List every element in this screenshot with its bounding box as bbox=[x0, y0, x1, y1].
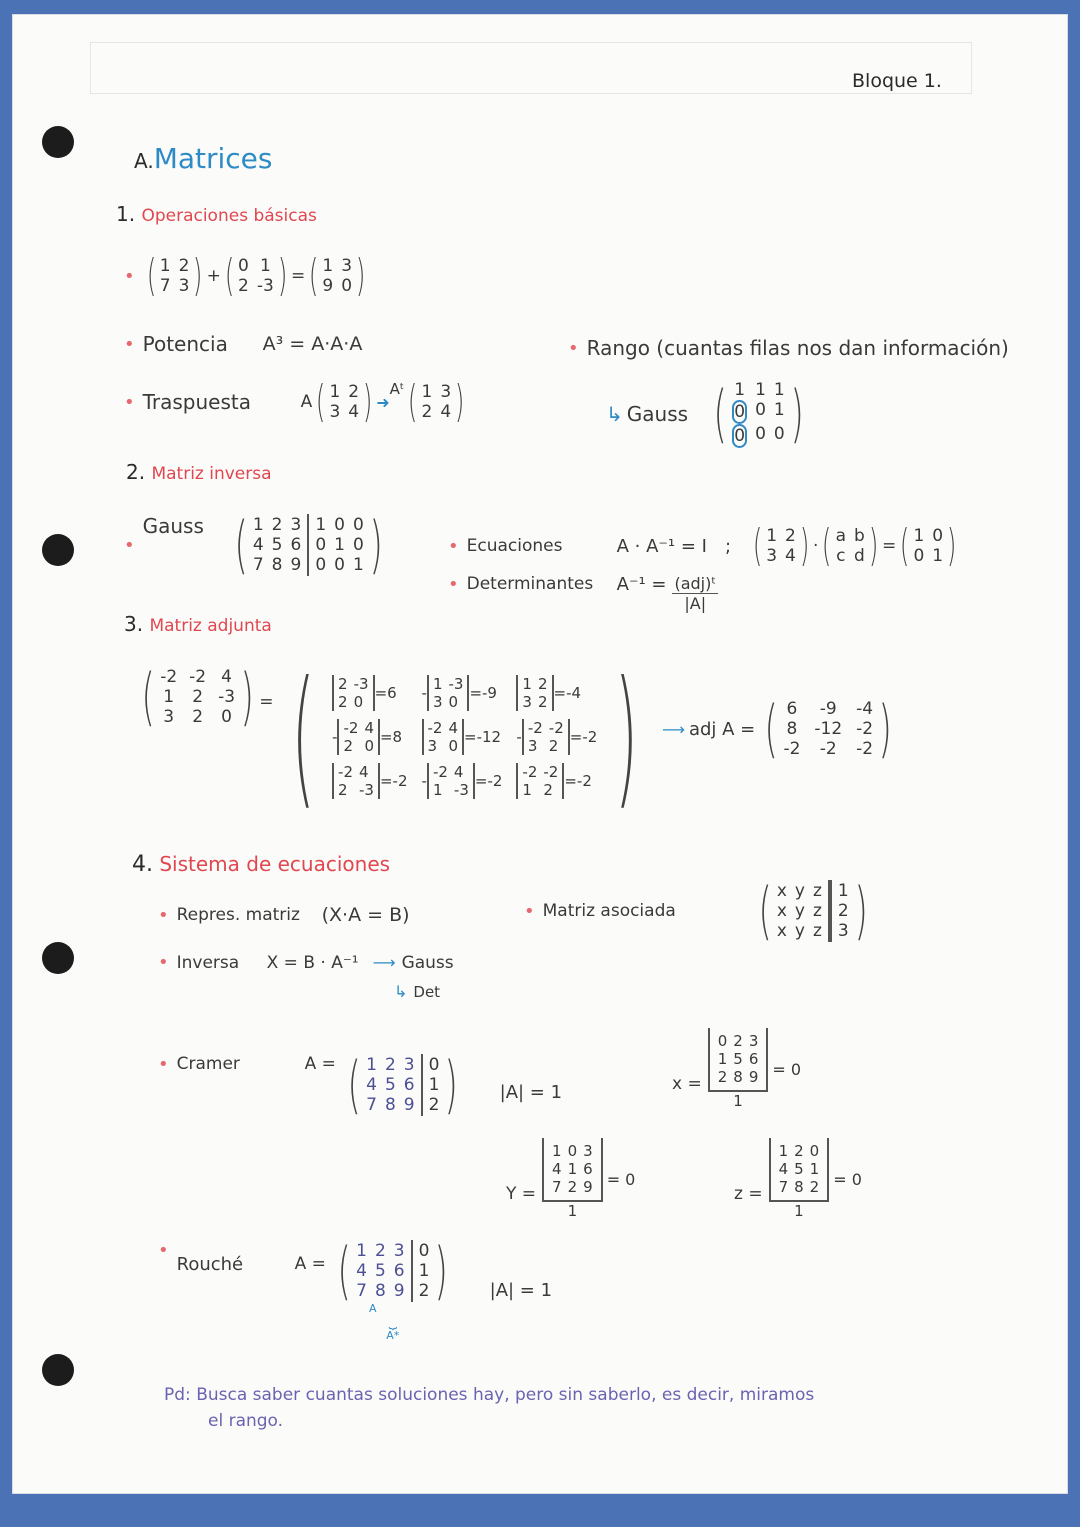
matrix-cell: 8 bbox=[794, 1178, 804, 1196]
cofactor: - 1 -3 3 0 =-9 bbox=[421, 675, 497, 711]
inversa-det: ↳ Det bbox=[394, 982, 441, 1001]
matrix-cell: 4 bbox=[348, 402, 360, 422]
binder-hole-1 bbox=[42, 126, 74, 158]
matrix-cell: 9 bbox=[322, 276, 334, 296]
matrix-cell: 1 bbox=[734, 380, 746, 400]
matrix-cell: 4 bbox=[778, 1160, 789, 1178]
matrix-cell: 8 bbox=[374, 1281, 386, 1301]
matrix-cell: 5 bbox=[374, 1261, 386, 1281]
matrix: ( 1 0 0 1 ) bbox=[900, 520, 957, 571]
determinant: -2 -2 1 2 bbox=[516, 763, 564, 799]
matrix-cell: 2 bbox=[384, 1055, 396, 1075]
matrix-cell: 3 bbox=[403, 1055, 415, 1075]
matrix-cell: -3 bbox=[256, 276, 274, 296]
matrix-cell: 8 bbox=[271, 555, 283, 575]
matrix-cell: -2 bbox=[189, 667, 207, 687]
matrix-cell: 0 bbox=[315, 555, 327, 575]
matrix-cell: 2 bbox=[809, 1178, 820, 1196]
matrix-cell: 1 bbox=[837, 881, 849, 901]
matrix-cell: y bbox=[794, 901, 805, 921]
arrow-right-icon: ⟶ bbox=[662, 719, 685, 739]
cramer-x: x = 0 2 3 1 5 6 2 8 9 1 = 0 bbox=[672, 1028, 801, 1110]
matrix: ( 1 3 2 4 ) bbox=[408, 376, 465, 427]
cofactor: -2 -2 1 2 =-2 bbox=[516, 763, 597, 799]
matrix-cell: 2 bbox=[421, 402, 433, 422]
determinant: 1 -3 3 0 bbox=[427, 675, 470, 711]
ecuaciones-item: • Ecuaciones A · A⁻¹ = I ; ( 1 2 3 4 ) · ( a b c d ) = ( 1 0 0 1 ) bbox=[448, 524, 960, 568]
matrix-cell: y bbox=[794, 881, 805, 901]
matrix-cell: 0 bbox=[567, 1142, 578, 1160]
matrix-cell: 1 bbox=[717, 1050, 728, 1068]
matrix-cell: 4 bbox=[440, 402, 452, 422]
matrix-cell: 5 bbox=[271, 535, 283, 555]
matrix-cell: 1 bbox=[778, 1142, 789, 1160]
bullet-icon: • bbox=[124, 265, 135, 287]
matrix-cell: 0 bbox=[932, 526, 944, 546]
cramer-z: z = 1 2 0 4 5 1 7 8 2 1 = 0 bbox=[734, 1138, 862, 1220]
matrix-cell: a bbox=[835, 526, 847, 546]
binder-hole-3 bbox=[42, 942, 74, 974]
matrix-cell: -4 bbox=[856, 699, 874, 719]
matrix-cell: 7 bbox=[356, 1281, 367, 1301]
cofactor: -2 4 2 -3 =-2 bbox=[332, 763, 407, 799]
matrix-cell: 2 bbox=[374, 1241, 386, 1261]
matrix-cell: 1 bbox=[259, 256, 271, 276]
matrix-cell: 0 bbox=[809, 1142, 820, 1160]
matrix-cell: 8 bbox=[733, 1068, 743, 1086]
matrix-cell: -2 bbox=[819, 739, 837, 759]
matrix-cell: 2 bbox=[785, 526, 796, 546]
matrix-cell: 0 bbox=[221, 707, 232, 727]
matrix-cell: 3 bbox=[178, 276, 190, 296]
cramer-item: • Cramer A = ( 1 2 3 4 5 6 7 8 9 0 1 2 ) |A| = 1 bbox=[158, 1048, 563, 1121]
cofactor: 2 -3 2 0 =6 bbox=[332, 675, 407, 711]
adjunta-calc: ( -2 -2 4 1 2 -3 3 2 0 ) = ( 2 -3 2 0 =6 - 1 -3 3 0 =-9 1 2 3 2 =-4 - -2 4 2 0 =8 -2 4 3 0 =-12 - -2 -2 3 2 =-2 -2 4 2 -3 =-2 - -2 4 1 -3 =-2 -2 -2 1 2 =-2 ) bbox=[136, 662, 656, 812]
matrix-cell: 1 bbox=[773, 400, 785, 420]
matrix-cell: 0 bbox=[334, 515, 345, 535]
matrix-cell: 3 bbox=[766, 546, 778, 566]
matrix-cell: 2 bbox=[192, 687, 204, 707]
matrix-cell: 1 bbox=[418, 1261, 430, 1281]
matrix-cell: 1 bbox=[334, 535, 345, 555]
repres-item: • Repres. matriz (X·A = B) bbox=[158, 904, 410, 926]
brace-icon: ⏟ bbox=[388, 1314, 397, 1330]
matrix-cell: 1 bbox=[356, 1241, 367, 1261]
matrix-cell: 1 bbox=[932, 546, 944, 566]
matrix-cell: 4 bbox=[356, 1261, 367, 1281]
matrix-cell: 9 bbox=[403, 1095, 415, 1115]
matrix-cell: -2 bbox=[856, 739, 874, 759]
matrix-cell: 0 bbox=[717, 1032, 728, 1050]
inversa-item: • Inversa X = B · A⁻¹ ⟶ Gauss bbox=[158, 952, 454, 973]
section-3-heading: 3. Matriz adjunta bbox=[124, 612, 272, 636]
matrix-cell: d bbox=[854, 546, 865, 566]
matrix-cell: 9 bbox=[748, 1068, 759, 1086]
augmented-matrix: ( 1 2 3 4 5 6 7 8 9 0 1 2 ) bbox=[347, 1048, 459, 1121]
matrix-cell: 7 bbox=[252, 555, 264, 575]
matrix-cell: 6 bbox=[290, 535, 302, 555]
matrix-cell: 1 bbox=[428, 1075, 440, 1095]
matrix: ( 6 -9 -4 8 -12 -2 -2 -2 -2 ) bbox=[764, 692, 892, 765]
matrix-cell: 1 bbox=[366, 1055, 377, 1075]
arrow-right-icon: ⟶ bbox=[372, 953, 396, 972]
determinant: -2 4 2 -3 bbox=[332, 763, 380, 799]
matrix-cell: 1 bbox=[163, 687, 175, 707]
matrix-cell: z bbox=[812, 881, 822, 901]
matrix-cell: 1 bbox=[329, 382, 341, 402]
matrix-cell: x bbox=[776, 901, 787, 921]
turn-arrow-icon: ↳ bbox=[606, 402, 623, 426]
cofactor: - -2 4 2 0 =8 bbox=[332, 719, 403, 755]
matrix-cell: 1 bbox=[567, 1160, 578, 1178]
matrix-cell: 2 bbox=[178, 256, 190, 276]
matrix-cell: 4 bbox=[552, 1160, 562, 1178]
fraction: 1 0 3 4 1 6 7 2 9 1 bbox=[542, 1138, 603, 1220]
matrix-cell: 2 bbox=[837, 901, 849, 921]
matrix-cell: 4 bbox=[785, 546, 796, 566]
matrix-cell: c bbox=[836, 546, 846, 566]
matrix: ( a b c d ) bbox=[822, 520, 879, 571]
cofactor: 1 2 3 2 =-4 bbox=[516, 675, 597, 711]
adj-result: ⟶ adj A = ( 6 -9 -4 8 -12 -2 -2 -2 -2 ) bbox=[662, 698, 897, 760]
determinant: -2 -2 3 2 bbox=[522, 719, 570, 755]
section-1-heading: 1. Operaciones básicas bbox=[116, 202, 317, 226]
matrix-cell: 0 bbox=[755, 400, 766, 420]
matrix-cell: 2 bbox=[733, 1032, 743, 1050]
determinant: -2 4 1 -3 bbox=[427, 763, 475, 799]
rouche-matrix-group: ( 1 2 3 4 5 6 7 8 9 0 1 2 ) A ⏟ A* bbox=[332, 1240, 454, 1342]
matrix-cell: 6 bbox=[786, 699, 798, 719]
matrix-cell: 0 bbox=[238, 256, 249, 276]
turn-arrow-icon: ↳ bbox=[394, 982, 408, 1001]
matrix-cell: 2 bbox=[418, 1281, 430, 1301]
block-label: Bloque 1. bbox=[852, 70, 942, 92]
matrix-cell: 2 bbox=[348, 382, 360, 402]
section-2-heading: 2. Matriz inversa bbox=[126, 460, 272, 484]
potencia-item: • Potencia A³ = A·A·A bbox=[124, 332, 363, 356]
cofactor: - -2 -2 3 2 =-2 bbox=[516, 719, 598, 755]
matrix-cell: 9 bbox=[393, 1281, 405, 1301]
matrix-cell: 0 bbox=[913, 546, 925, 566]
matrix-cell: 6 bbox=[583, 1160, 593, 1178]
rango-gauss: ↳ Gauss ( 1 1 1 0 0 1 0 0 0 ) bbox=[606, 380, 809, 448]
matrix-cell: 1 bbox=[773, 380, 785, 400]
determinant: -2 4 3 0 bbox=[422, 719, 465, 755]
matrix-cell: 0 bbox=[352, 535, 364, 555]
matrix-cell: 3 bbox=[329, 402, 341, 422]
binder-hole-4 bbox=[42, 1354, 74, 1386]
matrix-cell: 1 bbox=[159, 256, 171, 276]
matrix-cell: -12 bbox=[814, 719, 843, 739]
matrix-cell: 2 bbox=[428, 1095, 440, 1115]
matrix-cell: 2 bbox=[192, 707, 204, 727]
matrix-cell: 0 bbox=[755, 424, 766, 444]
cramer-y: Y = 1 0 3 4 1 6 7 2 9 1 = 0 bbox=[506, 1138, 635, 1220]
matrix-cell: 4 bbox=[252, 535, 264, 555]
arrow-right-icon: ➜ bbox=[376, 392, 390, 412]
cofactor-matrix: ( 2 -3 2 0 =6 - 1 -3 3 0 =-9 1 2 3 2 =-4 - -2 4 2 0 =8 -2 4 3 0 =-12 - -2 -2 3 2 =-2 -2 4 2 -3 =-2 - -2 4 1 -3 =-2 -2 -2 1 2 =-2 ) bbox=[291, 650, 639, 824]
asociada-item: • Matriz asociada ( x y z x y z x y z 1 2 3 ) bbox=[524, 880, 873, 942]
fraction: 0 2 3 1 5 6 2 8 9 1 bbox=[708, 1028, 769, 1110]
matrix-cell: 1 bbox=[352, 555, 364, 575]
matrix-cell: -2 bbox=[856, 719, 874, 739]
matrix-cell: 2 bbox=[717, 1068, 728, 1086]
matrix-cell: 1 bbox=[552, 1142, 562, 1160]
matrix: ( 1 2 3 4 ) bbox=[752, 520, 810, 571]
matrix-cell: 6 bbox=[393, 1261, 405, 1281]
matrix-cell: 7 bbox=[552, 1178, 562, 1196]
matrix-cell: 1 bbox=[809, 1160, 820, 1178]
augmented-matrix: ( x y z x y z x y z 1 2 3 ) bbox=[758, 874, 868, 947]
matrix: ( 1 2 3 4 ) bbox=[316, 376, 373, 427]
matrix-cell: 6 bbox=[748, 1050, 759, 1068]
matrix-cell: z bbox=[812, 901, 822, 921]
matrix-cell: 3 bbox=[583, 1142, 593, 1160]
matrix-cell: 8 bbox=[786, 719, 798, 739]
matrix-cell: 0 bbox=[315, 535, 327, 555]
matrix-cell: 5 bbox=[794, 1160, 804, 1178]
matrix-sum-example: • ( 1 2 7 3 ) + ( 0 1 2 -3 ) = ( 1 3 9 0 ) bbox=[124, 254, 369, 298]
matrix-cell: 5 bbox=[733, 1050, 743, 1068]
matrix-cell: 7 bbox=[159, 276, 171, 296]
matrix-cell: 1 bbox=[252, 515, 264, 535]
matrix-cell: x bbox=[776, 921, 787, 941]
matrix-cell: 0 bbox=[341, 276, 353, 296]
matrix-cell: 3 bbox=[748, 1032, 759, 1050]
determinant: -2 4 2 0 bbox=[337, 719, 380, 755]
matrix-cell: 1 bbox=[766, 526, 778, 546]
cofactor: - -2 4 1 -3 =-2 bbox=[421, 763, 503, 799]
fraction: (adj)ᵗ |A| bbox=[674, 574, 717, 613]
matrix-cell: 6 bbox=[403, 1075, 415, 1095]
matrix-cell: y bbox=[794, 921, 805, 941]
matrix-cell: 8 bbox=[384, 1095, 396, 1115]
matrix-cell: 1 bbox=[322, 256, 334, 276]
matrix-cell: 9 bbox=[290, 555, 302, 575]
note: Pd: Busca saber cuantas soluciones hay, pero sin saberlo, es decir, miramos el rango. bbox=[164, 1385, 815, 1431]
inversa-gauss: • Gauss ( 1 2 3 4 5 6 7 8 9 1 0 0 0 1 0 0 0 1 ) bbox=[124, 514, 388, 576]
matrix-cell: 1 bbox=[315, 515, 327, 535]
traspuesta-item: • Traspuesta A ( 1 2 3 4 ) ➜ Aᵗ ( 1 3 2 4 ) bbox=[124, 380, 468, 424]
matrix-cell: 0 bbox=[352, 515, 364, 535]
matrix-cell: -9 bbox=[819, 699, 837, 719]
matrix: ( 1 3 9 0 ) bbox=[309, 250, 366, 301]
augmented-matrix: ( 1 2 3 4 5 6 7 8 9 1 0 0 0 1 0 0 0 1 ) bbox=[234, 508, 383, 581]
matrix-cell: 0 bbox=[734, 402, 746, 422]
matrix-cell: x bbox=[776, 881, 787, 901]
matrix-cell: 1 bbox=[421, 382, 433, 402]
matrix-cell: z bbox=[812, 921, 822, 941]
matrix-cell: 2 bbox=[794, 1142, 804, 1160]
matrix-cell: 7 bbox=[366, 1095, 377, 1115]
matrix-cell: 3 bbox=[290, 515, 302, 535]
matrix: ( 1 2 7 3 ) bbox=[146, 250, 203, 301]
cofactor: -2 4 3 0 =-12 bbox=[422, 719, 503, 755]
matrix-cell: 1 bbox=[755, 380, 766, 400]
matrix-cell: 3 bbox=[393, 1241, 405, 1261]
matrix-cell: 2 bbox=[238, 276, 249, 296]
rouche-item: • Rouché A = ( 1 2 3 4 5 6 7 8 9 0 1 2 ) A ⏟ A* |A| = 1 bbox=[158, 1234, 553, 1342]
determinant: 1 2 3 2 bbox=[516, 675, 553, 711]
matrix-cell: 4 bbox=[366, 1075, 377, 1095]
matrix: ( 1 1 1 0 0 1 0 0 0 ) bbox=[713, 377, 804, 450]
matrix-cell: 9 bbox=[583, 1178, 593, 1196]
rango-item: • Rango (cuantas filas nos dan información) bbox=[568, 336, 1009, 360]
matrix-cell: 0 bbox=[773, 424, 785, 444]
matrix: ( -2 -2 4 1 2 -3 3 2 0 ) bbox=[141, 660, 254, 733]
matrix-cell: 2 bbox=[567, 1178, 578, 1196]
matrix-cell: 3 bbox=[440, 382, 452, 402]
matrix-cell: 0 bbox=[428, 1055, 440, 1075]
augmented-matrix: ( 1 2 3 4 5 6 7 8 9 0 1 2 ) bbox=[337, 1234, 449, 1307]
determinantes-item: • Determinantes A⁻¹ = (adj)ᵗ |A| bbox=[448, 574, 717, 613]
matrix-cell: 7 bbox=[778, 1178, 789, 1196]
determinant: 2 -3 2 0 bbox=[332, 675, 375, 711]
matrix: ( 0 1 2 -3 ) bbox=[224, 250, 288, 301]
page-title: A.Matrices bbox=[134, 142, 273, 175]
matrix-cell: b bbox=[854, 526, 865, 546]
header-box bbox=[90, 42, 972, 94]
matrix-cell: 0 bbox=[734, 426, 746, 446]
matrix-cell: 5 bbox=[384, 1075, 396, 1095]
matrix-cell: 4 bbox=[221, 667, 232, 687]
matrix-cell: -3 bbox=[218, 687, 236, 707]
matrix-cell: 0 bbox=[334, 555, 345, 575]
fraction: 1 2 0 4 5 1 7 8 2 1 bbox=[769, 1138, 830, 1220]
matrix-cell: 2 bbox=[271, 515, 283, 535]
matrix-cell: 3 bbox=[837, 921, 849, 941]
matrix-cell: 1 bbox=[913, 526, 925, 546]
matrix-cell: 3 bbox=[163, 707, 175, 727]
matrix-cell: -2 bbox=[783, 739, 801, 759]
section-4-heading: 4. Sistema de ecuaciones bbox=[132, 852, 391, 877]
matrix-cell: 0 bbox=[418, 1241, 430, 1261]
matrix-cell: 3 bbox=[341, 256, 353, 276]
binder-hole-2 bbox=[42, 534, 74, 566]
matrix-cell: -2 bbox=[160, 667, 178, 687]
notebook-page bbox=[12, 14, 1068, 1494]
